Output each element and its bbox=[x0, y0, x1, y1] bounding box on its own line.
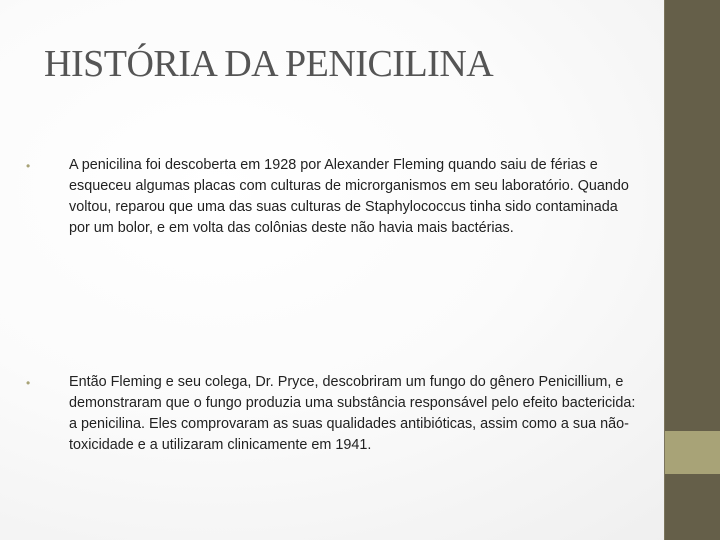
bullet-marker-icon: • bbox=[26, 376, 31, 390]
bullet-marker-icon: • bbox=[26, 159, 31, 173]
bullet-text: Então Fleming e seu colega, Dr. Pryce, descobriram um fungo do gênero Penicillium, e demonstraram que o fungo produzia uma substância responsável pelo efeito bactericida: a penicilina. Eles comprovaram as suas qualidades antibióticas, assim como a sua não-toxicidade e a utilizaram clinicamente em 1941. bbox=[69, 374, 636, 453]
bullet-text: A penicilina foi descoberta em 1928 por Alexander Fleming quando saiu de férias e esqueceu algumas placas com culturas de microrganismos em seu laboratório. Quando voltou, reparou que uma das suas culturas de Staphylococcus tinha sido contaminada por um bolor, e em volta das colônias deste não havia mais bactérias. bbox=[69, 157, 629, 236]
slide-title: HISTÓRIA DA PENICILINA bbox=[44, 43, 494, 85]
sidebar-accent-block bbox=[665, 431, 720, 474]
bullet-item bbox=[26, 155, 636, 239]
decorative-sidebar bbox=[665, 0, 720, 540]
bullet-item bbox=[26, 372, 636, 456]
